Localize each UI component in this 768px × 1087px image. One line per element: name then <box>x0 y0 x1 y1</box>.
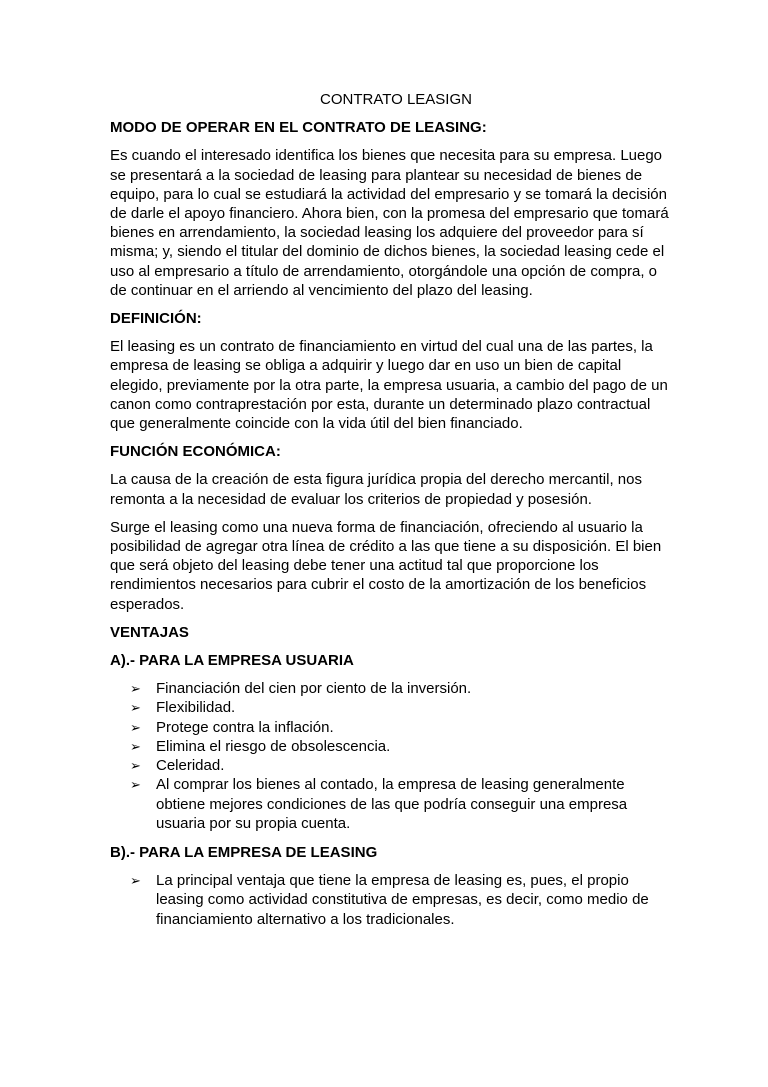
section-heading-modo: MODO DE OPERAR EN EL CONTRATO DE LEASING: <box>110 119 487 137</box>
arrowhead-bullet-icon: ➢ <box>130 700 141 716</box>
page-title: CONTRATO LEASIGN <box>320 91 472 108</box>
list-item <box>130 718 670 737</box>
arrowhead-bullet-icon: ➢ <box>130 719 141 735</box>
list-item-text: La principal ventaja que tiene la empresa de leasing es, pues, el propio leasing como actividad constitutiva de empresas, es decir, como medio de financiamiento alternativo a los tradicionales. <box>156 872 649 928</box>
subheading-leasing: B).- PARA LA EMPRESA DE LEASING <box>110 843 378 861</box>
list-item-text: Flexibilidad. <box>156 699 236 717</box>
list-item <box>130 756 670 775</box>
arrowhead-bullet-icon: ➢ <box>130 681 141 697</box>
list-item-text: Celeridad. <box>156 757 225 775</box>
list-item <box>130 698 670 717</box>
paragraph-definicion: El leasing es un contrato de financiamiento en virtud del cual una de las partes, la empresa de leasing se obliga a adquirir y luego dar en uso un bien de capital elegido, previamente por la otra parte, la empresa usuaria, a cambio del pago de un canon como contraprestación por esta, durante un determinado plazo contractual que generalmente coincide con la vida útil del bien financiado. <box>110 338 668 433</box>
paragraph-funcion-1: La causa de la creación de esta figura jurídica propia del derecho mercantil, nos remonta a la necesidad de evaluar los criterios de propiedad y posesión. <box>110 471 642 508</box>
subheading-usuaria: A).- PARA LA EMPRESA USUARIA <box>110 652 354 670</box>
arrowhead-bullet-icon: ➢ <box>130 738 141 754</box>
list-item <box>130 679 670 698</box>
arrowhead-bullet-icon: ➢ <box>130 873 141 889</box>
bullet-list-leasing <box>110 871 670 929</box>
section-heading-definicion: DEFINICIÓN: <box>110 310 202 328</box>
section-heading-ventajas: VENTAJAS <box>110 623 189 641</box>
list-item <box>130 737 670 756</box>
list-item-text: Financiación del cien por ciento de la inversión. <box>156 680 472 698</box>
list-item-text: Al comprar los bienes al contado, la empresa de leasing generalmente obtiene mejores condiciones de las que podría conseguir una empresa usuaria por su propia cuenta. <box>156 776 628 832</box>
list-item <box>130 871 670 929</box>
arrowhead-bullet-icon: ➢ <box>130 758 141 774</box>
list-item <box>130 775 670 833</box>
list-item-text: Protege contra la inflación. <box>156 718 334 736</box>
paragraph-funcion-2: Surge el leasing como una nueva forma de financiación, ofreciendo al usuario la posibilidad de agregar otra línea de crédito a las que tiene a su disposición. El bien que será objeto del leasing debe tener una actitud tal que proporcione los rendimientos necesarios para cubrir el costo de la amortización de los beneficios esperados. <box>110 518 662 613</box>
section-heading-funcion: FUNCIÓN ECONÓMICA: <box>110 443 281 461</box>
arrowhead-bullet-icon: ➢ <box>130 777 141 793</box>
paragraph-modo: Es cuando el interesado identifica los bienes que necesita para su empresa. Luego se presentará a la sociedad de leasing para plantear su necesidad de bienes de equipo, para lo cual se estudiará la actividad del empresario y se tomará la decisión de darle el apoyo financiero. Ahora bien, con la promesa del empresario que tomará bienes en arrendamiento, la sociedad leasing los adquiere del proveedor para sí misma; y, siendo el titular del dominio de dichos bienes, la sociedad leasing cede el uso al empresario a título de arrendamiento, otorgándole una opción de compra, o de continuar en el arriendo al vencimiento del plazo del leasing. <box>110 147 669 299</box>
bullet-list-usuaria <box>110 679 670 833</box>
list-item-text: Elimina el riesgo de obsolescencia. <box>156 737 391 755</box>
